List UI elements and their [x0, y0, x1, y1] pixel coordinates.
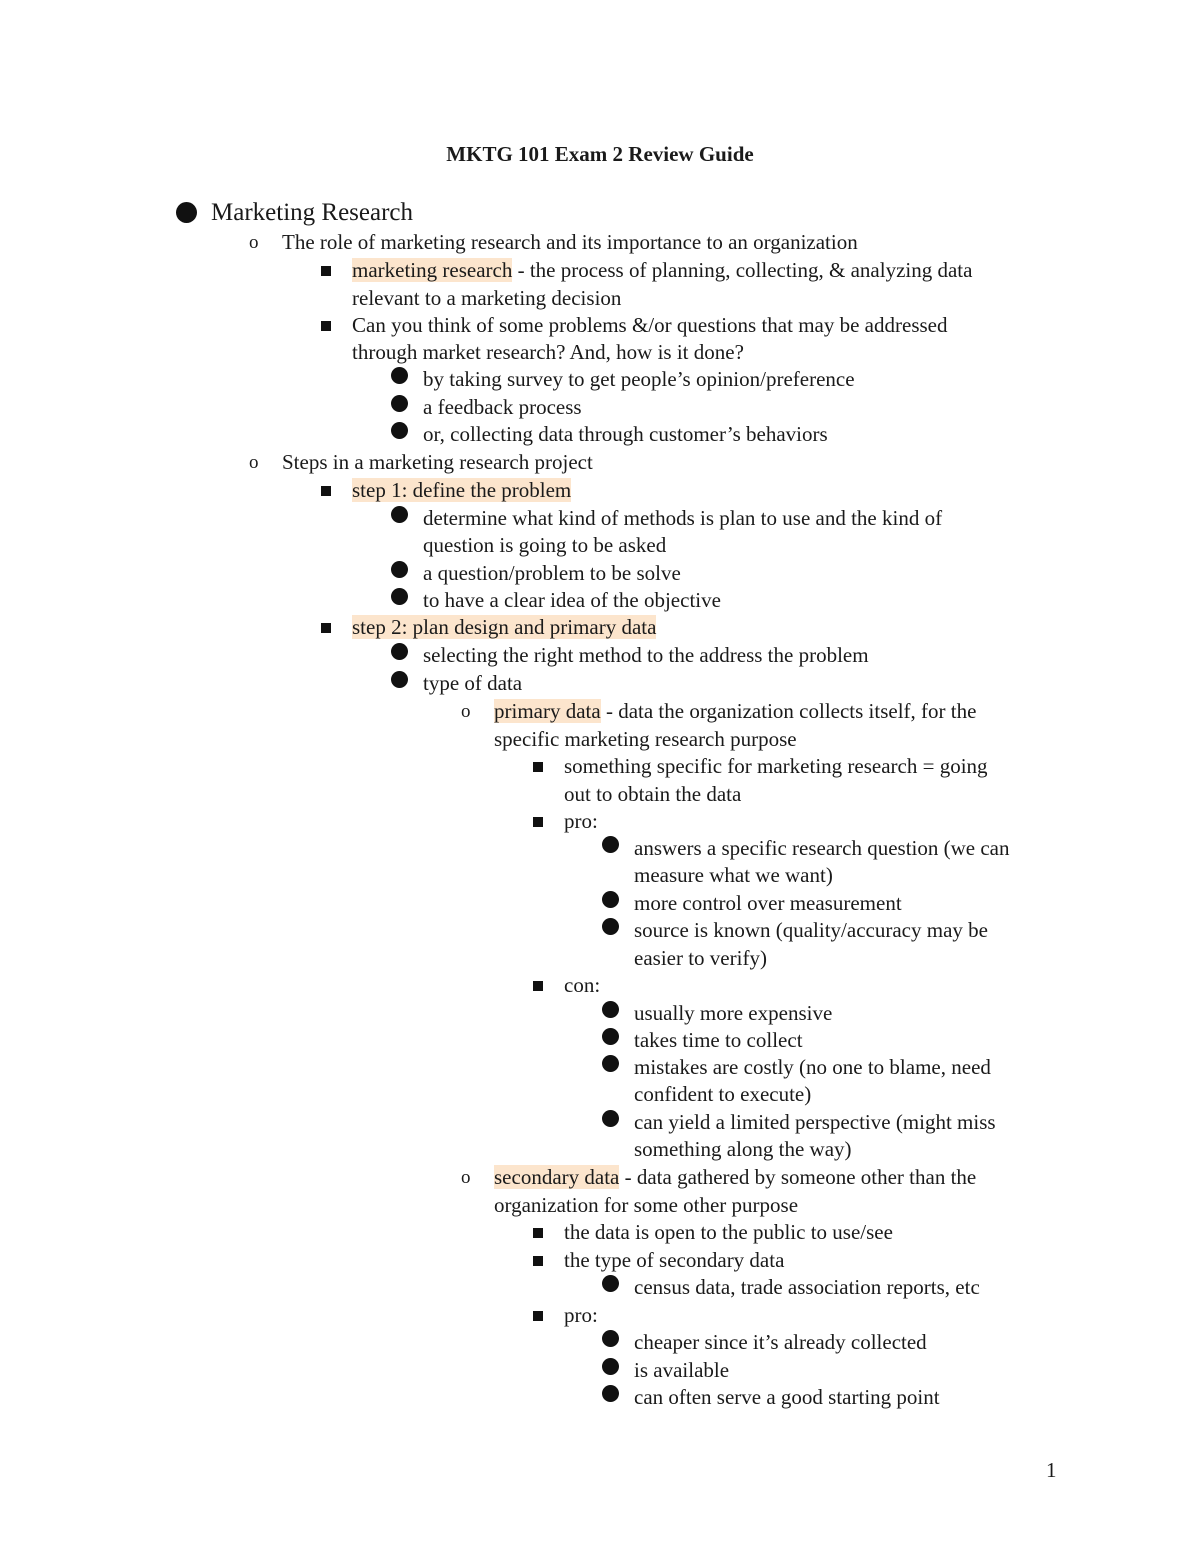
- bullet-dot-icon: [391, 670, 408, 697]
- highlighted-term: marketing research: [352, 258, 513, 282]
- bullet-square-icon: [321, 313, 331, 340]
- bullet-dot-icon: [391, 560, 408, 587]
- outline-item: or, collecting data through customer’s behaviors: [423, 422, 828, 446]
- bullet-square-icon: [533, 1220, 543, 1247]
- outline-item: pro:: [564, 809, 598, 833]
- highlighted-term: primary data: [494, 699, 601, 723]
- bullet-dot-icon: [602, 1329, 619, 1356]
- outline-item-continuation: out to obtain the data: [564, 782, 742, 806]
- outline-item: con:: [564, 973, 601, 997]
- highlighted-term: step 2: plan design and primary data: [352, 615, 657, 639]
- outline-item: [352, 477, 571, 504]
- bullet-dot-icon: [602, 1357, 619, 1384]
- outline-item: [494, 1164, 976, 1191]
- outline-item: is available: [634, 1358, 730, 1382]
- definition-text: - data the organization collects itself, for the: [600, 699, 977, 723]
- outline-item: cheaper since it’s already collected: [634, 1330, 927, 1354]
- bullet-dot-icon: [391, 642, 408, 669]
- outline-item-continuation: something along the way): [634, 1137, 852, 1161]
- outline-item-continuation: confident to execute): [634, 1082, 812, 1106]
- bullet-dot-icon: [602, 1027, 619, 1054]
- outline-item: selecting the right method to the address the problem: [423, 643, 869, 667]
- outline-item-continuation: easier to verify): [634, 946, 767, 970]
- bullet-dot-icon: [602, 890, 619, 917]
- outline-item: the data is open to the public to use/see: [564, 1220, 893, 1244]
- bullet-dot-icon: [391, 587, 408, 614]
- outline-item: type of data: [423, 671, 523, 695]
- outline-item: The role of marketing research and its importance to an organization: [282, 230, 858, 254]
- outline-item: by taking survey to get people’s opinion/preference: [423, 367, 855, 391]
- bullet-square-icon: [533, 973, 543, 1000]
- outline-item: source is known (quality/accuracy may be: [634, 918, 988, 942]
- outline-item-continuation: question is going to be asked: [423, 533, 667, 557]
- outline-item: can yield a limited perspective (might miss: [634, 1110, 996, 1134]
- bullet-square-icon: [321, 478, 331, 505]
- bullet-dot-icon: [602, 1384, 619, 1411]
- outline-item-continuation: measure what we want): [634, 863, 833, 887]
- outline-item: to have a clear idea of the objective: [423, 588, 721, 612]
- bullet-dot-icon: [602, 917, 619, 944]
- outline-item: the type of secondary data: [564, 1248, 785, 1272]
- outline-item: something specific for marketing research = going: [564, 754, 988, 778]
- outline-item: census data, trade association reports, etc: [634, 1275, 980, 1299]
- page-number: 1: [1046, 1458, 1057, 1482]
- bullet-dot-icon: [176, 202, 197, 232]
- outline-item: determine what kind of methods is plan to use and the kind of: [423, 506, 943, 530]
- highlighted-term: step 1: define the problem: [352, 478, 572, 502]
- bullet-square-icon: [533, 1303, 543, 1330]
- outline-item: [352, 257, 972, 284]
- document-title: MKTG 101 Exam 2 Review Guide: [446, 142, 754, 166]
- outline-item-continuation: relevant to a marketing decision: [352, 286, 622, 310]
- definition-text: - data gathered by someone other than the: [619, 1165, 977, 1189]
- bullet-dot-icon: [391, 366, 408, 393]
- bullet-dot-icon: [391, 505, 408, 532]
- bullet-square-icon: [533, 754, 543, 781]
- bullet-dot-icon: [391, 421, 408, 448]
- bullet-circle-icon: o: [249, 452, 259, 473]
- outline-item: pro:: [564, 1303, 598, 1327]
- bullet-square-icon: [321, 615, 331, 642]
- outline-item: takes time to collect: [634, 1028, 803, 1052]
- outline-item: can often serve a good starting point: [634, 1385, 940, 1409]
- bullet-dot-icon: [602, 1054, 619, 1081]
- outline-item: more control over measurement: [634, 891, 902, 915]
- bullet-dot-icon: [602, 1274, 619, 1301]
- definition-text: - the process of planning, collecting, & analyzing data: [512, 258, 973, 282]
- outline-item: mistakes are costly (no one to blame, need: [634, 1055, 991, 1079]
- bullet-dot-icon: [602, 1109, 619, 1136]
- outline-item: [494, 698, 976, 725]
- bullet-dot-icon: [391, 394, 408, 421]
- outline-item-continuation: organization for some other purpose: [494, 1193, 799, 1217]
- outline-item: Can you think of some problems &/or questions that may be addressed: [352, 313, 948, 337]
- outline-item-continuation: specific marketing research purpose: [494, 727, 797, 751]
- bullet-square-icon: [321, 258, 331, 285]
- bullet-square-icon: [533, 1248, 543, 1275]
- outline-item: a feedback process: [423, 395, 582, 419]
- bullet-dot-icon: [602, 835, 619, 862]
- bullet-dot-icon: [602, 1000, 619, 1027]
- outline-item: answers a specific research question (we can: [634, 836, 1010, 860]
- outline-item: a question/problem to be solve: [423, 561, 681, 585]
- outline-item-continuation: through market research? And, how is it done?: [352, 340, 744, 364]
- bullet-circle-icon: o: [461, 1167, 471, 1188]
- outline-item: usually more expensive: [634, 1001, 833, 1025]
- bullet-circle-icon: o: [249, 232, 259, 253]
- bullet-circle-icon: o: [461, 701, 471, 722]
- bullet-square-icon: [533, 809, 543, 836]
- highlighted-term: secondary data: [494, 1165, 620, 1189]
- outline-item: Steps in a marketing research project: [282, 450, 593, 474]
- outline-item: [352, 614, 656, 641]
- section-heading: Marketing Research: [211, 199, 414, 226]
